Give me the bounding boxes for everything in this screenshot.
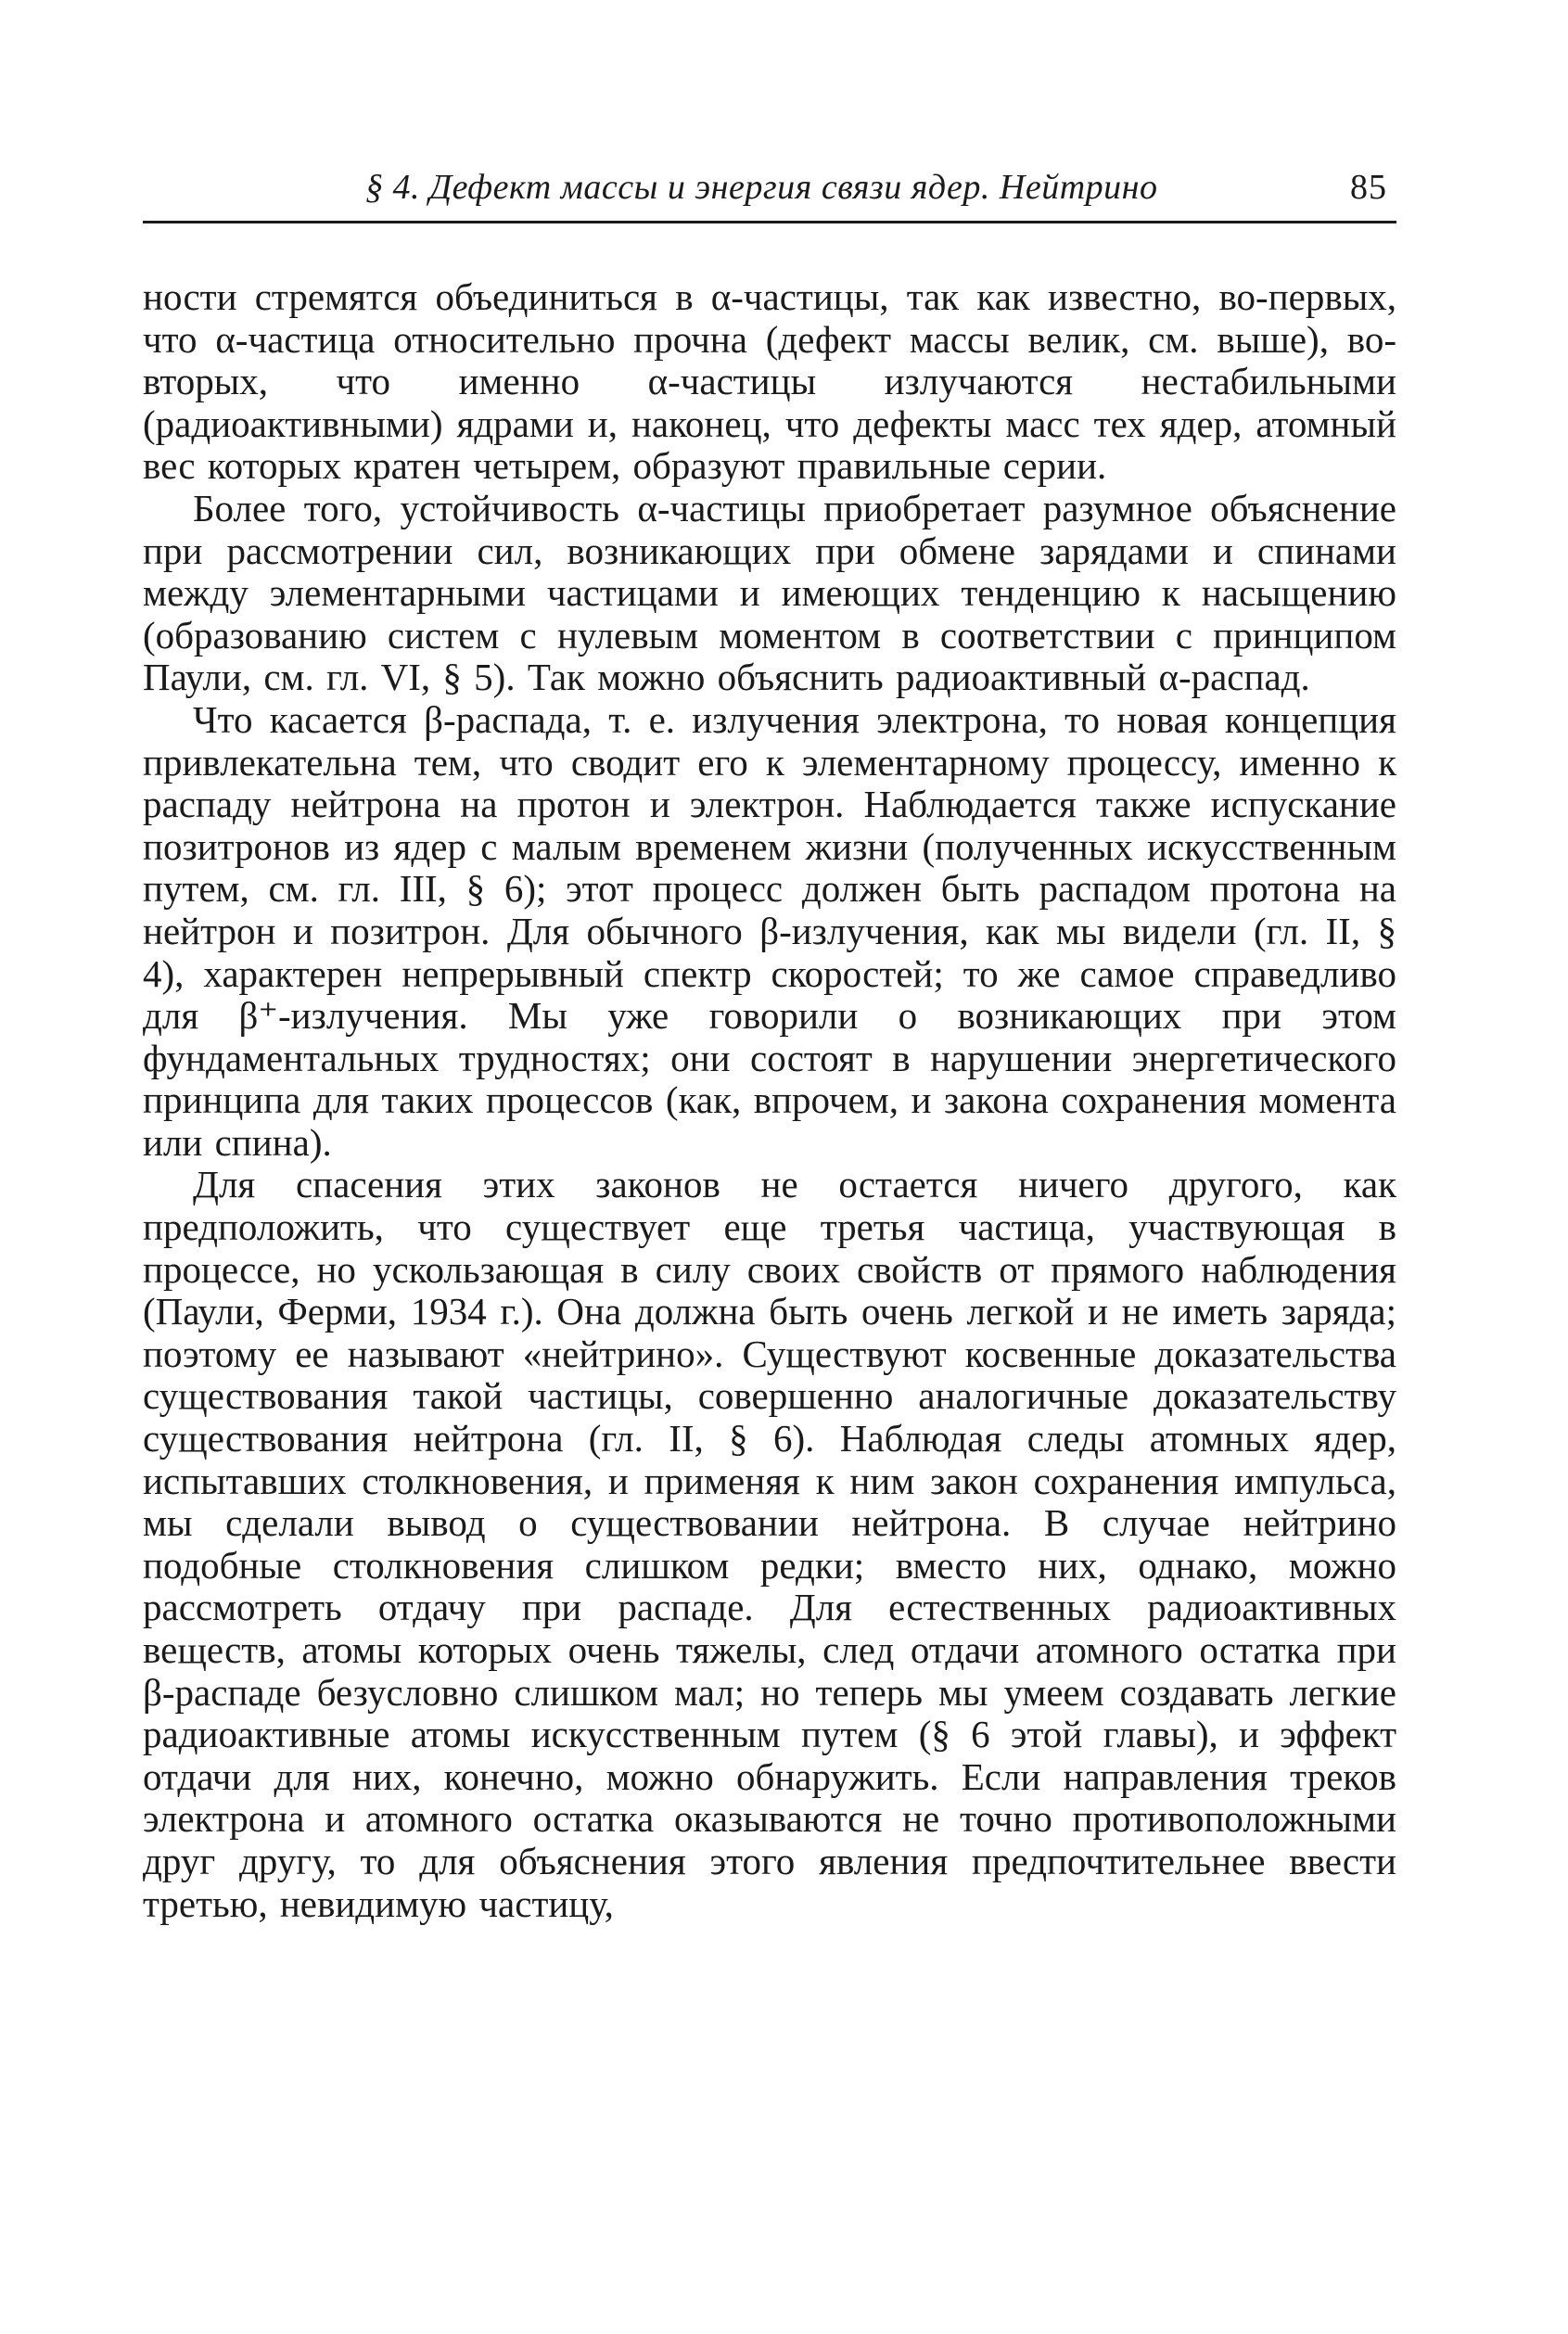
paragraph-3: Что касается β-распада, т. е. излучения электрона, то новая концепция привлекательна тем, что сводит его к элементарному процессу, именно к распаду нейтрона на протон и электрон. Наблюдается также испускание позитронов из ядер с малым временем жизни (полученных искусственным путем, см. гл. III, § 6); этот процесс должен быть распадом протона на нейтрон и позитрон. Для обычного β-излучения, как мы видели (гл. II, § 4), характерен непрерывный спектр скоростей; то же самое справедливо для β⁺-излучения. Мы уже говорили о возникающих при этом фундаментальных трудностях; они состоят в нарушении энергетического принципа для таких процессов (как, впрочем, и закона сохранения момента или спина). [143, 697, 1396, 1164]
paragraph-4: Для спасения этих законов не остается ничего другого, как предположить, что существует еще третья частица, участвующая в процессе, но ускользающая в силу своих свойств от прямого наблюдения (Паули, Ферми, 1934 г.). Она должна быть очень легкой и не иметь заряда; поэтому ее называют «нейтрино». Существуют косвенные доказательства существования такой частицы, совершенно аналогичные доказательству существования нейтрона (гл. II, § 6). Наблюдая следы атомных ядер, испытавших столкновения, и применяя к ним закон сохранения импульса, мы сделали вывод о существовании нейтрона. В случае нейтрино подобные столкновения слишком редки; вместо них, однако, можно рассмотреть отдачу при распаде. Для естественных радиоактивных веществ, атомы которых очень тяжелы, след отдачи атомного остатка при β-распаде безусловно слишком мал; но теперь мы умеем создавать легкие радиоактивные атомы искусственным путем (§ 6 этой главы), и эффект отдачи для них, конечно, можно обнаружить. Если направления треков электрона и атомного остатка оказываются не точно противоположными друг другу, то для объяснения этого явления предпочтительнее ввести третью, невидимую частицу, [143, 1163, 1396, 1925]
header-rule [143, 221, 1396, 223]
body-text [143, 276, 1396, 1925]
book-page [143, 167, 1396, 1925]
page-number: 85 [1350, 168, 1387, 207]
section-title: § 4. Дефект массы и энергия связи ядер. Нейтрино [365, 168, 1158, 207]
paragraph-2: Более того, устойчивость α-частицы приобретает разумное объяснение при рассмотрении сил, возникающих при обмене зарядами и спинами между элементарными частицами и имеющих тенденцию к насыщению (образованию систем с нулевым моментом в соответствии с принципом Паули, см. гл. VI, § 5). Так можно объяснить радиоактивный α-распад. [143, 486, 1396, 699]
paragraph-1: ности стремятся объединиться в α-частицы, так как известно, во-первых, что α-частица относительно прочна (дефект массы велик, см. выше), во-вторых, что именно α-частицы излучаются нестабильными (радиоактивными) ядрами и, наконец, что дефекты масс тех ядер, атомный вес которых кратен четырем, образуют правильные серии. [143, 275, 1396, 488]
running-head [143, 167, 1396, 223]
